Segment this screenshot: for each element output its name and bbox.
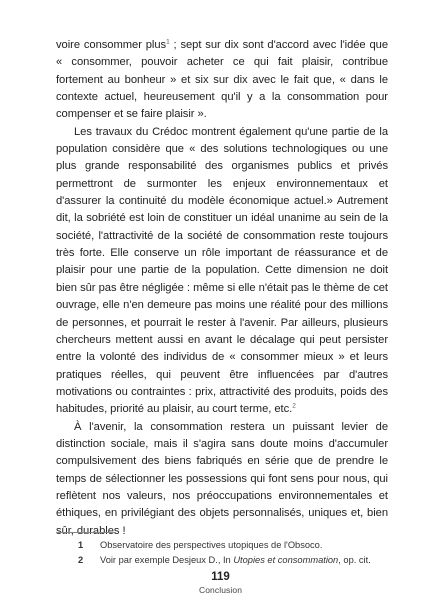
footnote-1 <box>56 538 396 553</box>
footnote-2 <box>56 553 396 568</box>
footnote-number: 2 <box>78 555 84 565</box>
page-number: 119 <box>211 571 230 583</box>
paragraph-1 <box>56 37 388 124</box>
running-footer: Conclusion <box>198 585 243 595</box>
footnote-text <box>100 553 371 568</box>
footnote-divider <box>56 532 116 533</box>
footnote-text-before: Voir par exemple Desjeux D., In <box>100 555 234 565</box>
footnote-book-title: Utopies et consommation <box>233 555 339 565</box>
footnote-text-after: , op. cit. <box>338 555 371 565</box>
paragraph-2-text: Les travaux du Crédoc montrent également qu'une partie de la population considère que « des solutions technologiques ou une plus grande responsabilité des organismes publics et privés permettront de surmonter les enjeux environnementaux et d'assurer la continuité du modèle économique actuel.» Autrement dit, la sobriété est loin de constituer un idéal unanime au sein de la société, l'attractivité de la société de consommation reste toujours très forte. Elle conserve un rôle important de réassurance et de plaisir pour une partie de la population. Cette dimension ne doit bien sûr pas être négligée : même si elle n'était pas le thème de cet ouvrage, elle n'en demeure pas moins une réalité pour des millions de personnes, et pourrait le rester à l'avenir. Par ailleurs, plusieurs chercheurs mettent aussi en avant le décalage qui peut persister entre la volonté des individus de « consommer mieux » et leurs pratiques réelles, qui peuvent être influencées par d'autres motivations ou contraintes : prix, attractivité des produits, poids des habitudes, priorité au plaisir, au court terme, etc. <box>56 125 388 416</box>
footnote-text: Observatoire des perspectives utopiques de l'Obsoco. <box>100 540 323 550</box>
footnote-ref-2[interactable]: 2 <box>292 402 296 410</box>
paragraph-3: À l'avenir, la consommation restera un puissant levier de distinction sociale, mais il s'agira sans doute moins d'accumuler compulsivement des biens fabriqués en série que de prendre le temps de sélectionner les possessions qui font sens pour nous, qui reflètent nos valeurs, nos préoccupations environnementales et éthiques, en privilégiant des objets personnalisés, uniques et, bien sûr, durables ! <box>56 420 388 537</box>
paragraph-1-text-a: voire consommer plus <box>56 39 167 51</box>
main-text <box>56 37 388 540</box>
footnote-number: 1 <box>78 540 84 550</box>
paragraph-1-text-b: ; sept sur dix sont d'accord avec l'idée que « consommer, pouvoir acheter ce qui fait plaisir, contribue fortement au bonheur » et six sur dix avec le fait que, « dans le contexte actuel, heureusement qu'il y a la consommation pour compenser et se faire plaisir ». <box>56 39 388 121</box>
footnotes <box>56 538 396 568</box>
paragraph-2 <box>56 124 388 419</box>
footnote-ref-1[interactable]: 1 <box>166 38 170 46</box>
